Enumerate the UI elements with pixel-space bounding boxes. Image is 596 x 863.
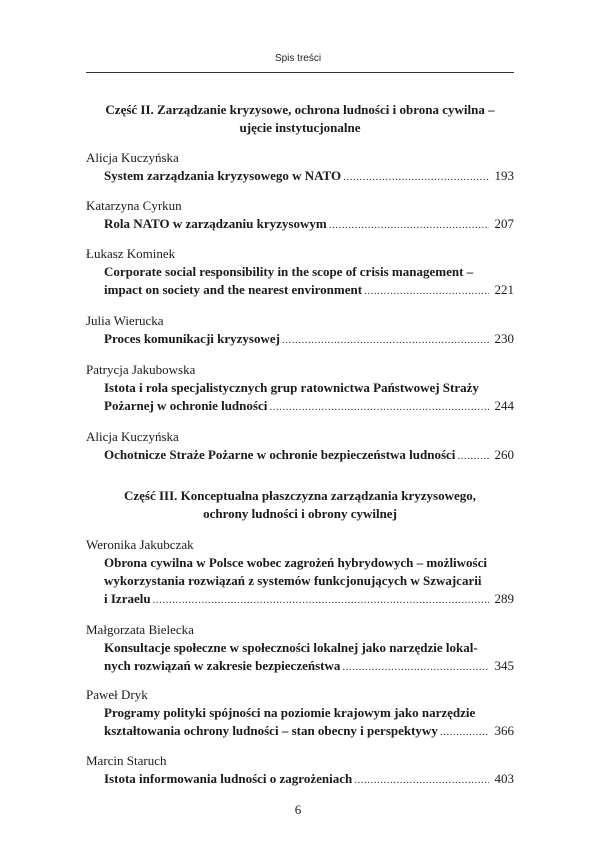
entry-author: Marcin Staruch xyxy=(86,753,167,768)
entry-author: Paweł Dryk xyxy=(86,687,148,702)
toc-entry[interactable] xyxy=(86,197,514,233)
toc-entry[interactable] xyxy=(86,149,514,185)
toc-entry[interactable] xyxy=(86,361,514,415)
entry-title-row xyxy=(86,446,514,464)
entry-page-number: 260 xyxy=(494,447,514,462)
entry-author: Łukasz Kominek xyxy=(86,246,176,261)
entry-title: Istota informowania ludności o zagrożeniach xyxy=(104,771,353,786)
dot-leader xyxy=(282,331,489,349)
entry-page-number: 345 xyxy=(494,658,514,673)
dot-leader xyxy=(457,447,488,465)
entry-title: Proces komunikacji kryzysowej xyxy=(104,331,280,346)
entry-title: kształtowania ochrony ludności – stan obecny i perspektywy xyxy=(104,723,438,738)
entry-title-line: Programy polityki spójności na poziomie krajowym jako narzędzie xyxy=(104,705,476,720)
part-heading-line: ochrony ludności i obrony cywilnej xyxy=(203,506,397,521)
part-heading xyxy=(86,101,514,137)
dot-leader xyxy=(329,216,489,234)
entry-author: Małgorzata Bielecka xyxy=(86,622,194,637)
entry-title-line: Konsultacje społeczne w społeczności lokalnej jako narzędzie lokal- xyxy=(104,640,478,655)
toc-entry[interactable] xyxy=(86,312,514,348)
entry-title-row xyxy=(86,590,514,608)
entry-title: Ochotnicze Straże Pożarne w ochronie bezpieczeństwa ludności xyxy=(104,447,456,462)
toc-entry[interactable] xyxy=(86,621,514,675)
entry-author: Alicja Kuczyńska xyxy=(86,429,179,444)
entry-title-row xyxy=(86,657,514,675)
entry-page-number: 221 xyxy=(494,282,514,297)
entry-title: Pożarnej w ochronie ludności xyxy=(104,398,268,413)
part-heading-line: ujęcie instytucjonalne xyxy=(239,120,361,135)
dot-leader xyxy=(354,771,488,789)
dot-leader xyxy=(269,398,488,416)
page-number: 6 xyxy=(294,802,302,817)
entry-title-row xyxy=(86,281,514,299)
entry-page-number: 193 xyxy=(494,168,514,183)
entry-page-number: 230 xyxy=(494,331,514,346)
entry-title-row xyxy=(86,330,514,348)
toc-entry[interactable] xyxy=(86,752,514,788)
entry-author: Weronika Jakubczak xyxy=(86,537,194,552)
entry-title: i Izraelu xyxy=(104,591,151,606)
entry-author: Alicja Kuczyńska xyxy=(86,150,179,165)
dot-leader xyxy=(440,723,489,741)
entry-title-row xyxy=(86,397,514,415)
entry-author: Julia Wierucka xyxy=(86,313,164,328)
toc-entry[interactable] xyxy=(86,686,514,740)
entry-title-row xyxy=(86,770,514,788)
entry-title-row xyxy=(86,167,514,185)
entry-title: nych rozwiązań w zakresie bezpieczeństwa xyxy=(104,658,341,673)
entry-title-row xyxy=(86,215,514,233)
dot-leader xyxy=(153,591,489,609)
entry-author: Katarzyna Cyrkun xyxy=(86,198,182,213)
toc-entry[interactable] xyxy=(86,428,514,464)
entry-title-line: Obrona cywilna w Polsce wobec zagrożeń hybrydowych – możliwości xyxy=(104,555,487,570)
entry-title: Rola NATO w zarządzaniu kryzysowym xyxy=(104,216,327,231)
entry-page-number: 366 xyxy=(494,723,514,738)
dot-leader xyxy=(342,658,488,676)
part-heading-line: Część II. Zarządzanie kryzysowe, ochrona ludności i obrona cywilna – xyxy=(105,102,495,117)
entry-title-line: wykorzystania rozwiązań z systemów funkcjonujących w Szwajcarii xyxy=(104,573,482,588)
part-heading xyxy=(86,487,514,523)
dot-leader xyxy=(343,168,488,186)
entry-page-number: 244 xyxy=(494,398,514,413)
part-heading-line: Część III. Konceptualna płaszczyzna zarządzania kryzysowego, xyxy=(123,488,477,503)
header-rule xyxy=(86,72,514,73)
running-header: Spis treści xyxy=(274,53,322,64)
entry-page-number: 207 xyxy=(494,216,514,231)
entry-title-line: Corporate social responsibility in the scope of crisis management – xyxy=(104,264,474,279)
entry-title: System zarządzania kryzysowego w NATO xyxy=(104,168,342,183)
dot-leader xyxy=(364,282,488,300)
entry-title: impact on society and the nearest environment xyxy=(104,282,363,297)
toc-entry[interactable] xyxy=(86,245,514,299)
entry-author: Patrycja Jakubowska xyxy=(86,362,196,377)
entry-title-line: Istota i rola specjalistycznych grup ratownictwa Państwowej Straży xyxy=(104,380,479,395)
toc-entry[interactable] xyxy=(86,536,514,608)
entry-page-number: 289 xyxy=(494,591,514,606)
entry-title-row xyxy=(86,722,514,740)
entry-page-number: 403 xyxy=(494,771,514,786)
